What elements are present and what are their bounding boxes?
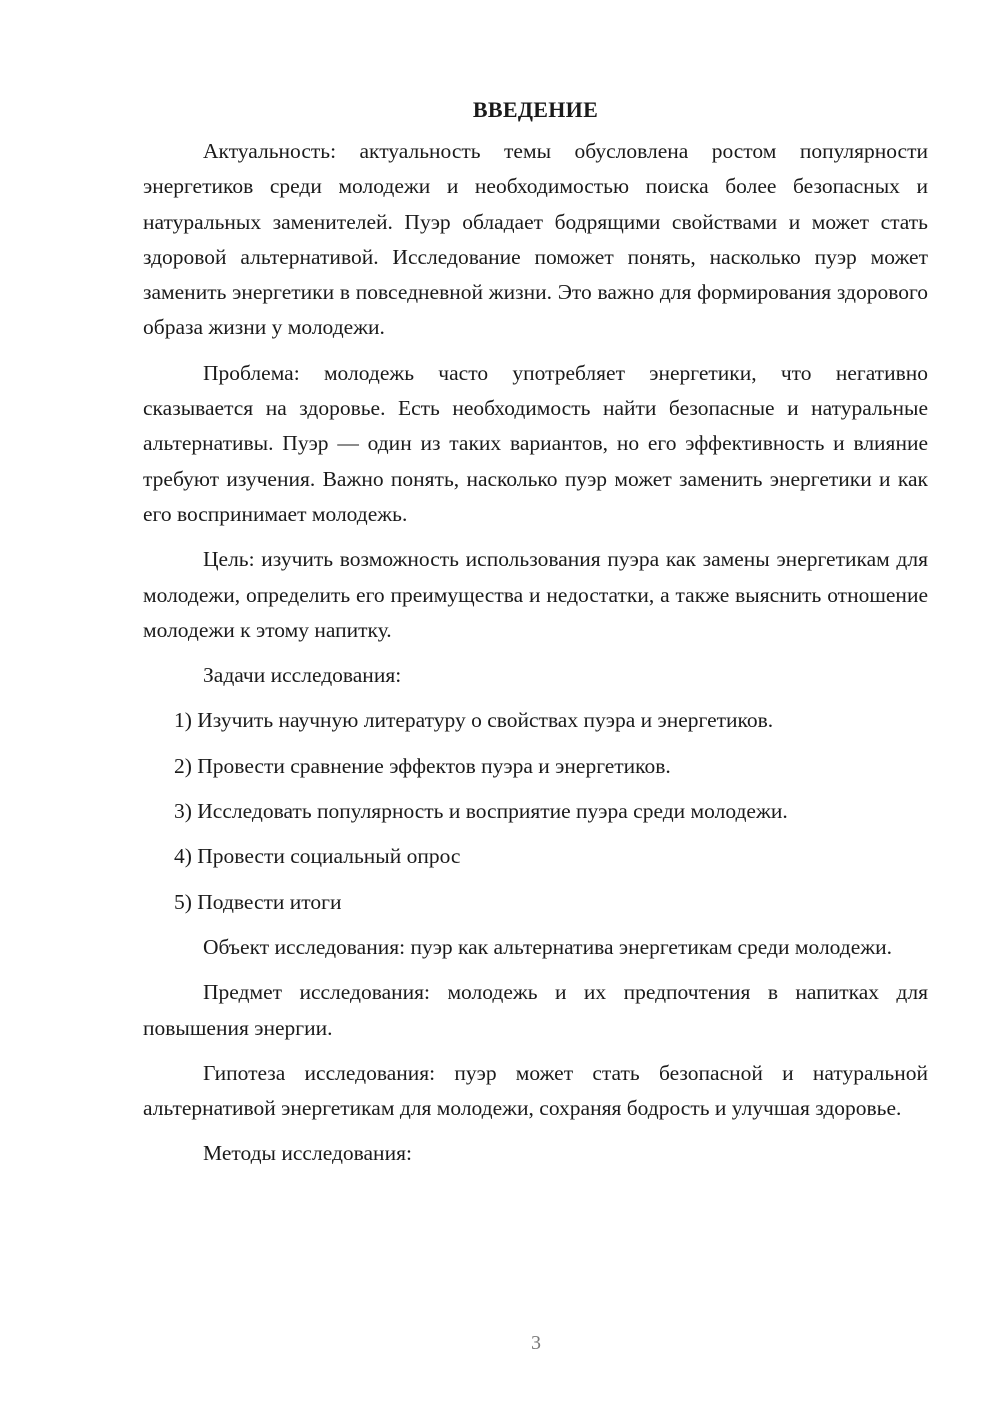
document-page [143,92,928,1182]
task-item-5: 5) Подвести итоги [174,889,342,914]
page-number: 3 [531,1332,541,1354]
subject-paragraph: Предмет исследования: молодежь и их предпочтения в напитках для повышения энергии. [143,980,928,1040]
page-title: ВВЕДЕНИЕ [472,97,599,122]
tasks-heading: Задачи исследования: [203,663,402,688]
methods-heading: Методы исследования: [203,1141,412,1166]
task-item-4: 4) Провести социальный опрос [174,844,461,869]
goal-paragraph: Цель: изучить возможность использования пуэра как замены энергетикам для молодежи, определить его преимущества и недостатки, а также выяснить отношение молодежи к этому напитку. [143,547,928,642]
task-item-2: 2) Провести сравнение эффектов пуэра и энергетиков. [174,753,671,778]
hypothesis-paragraph: Гипотеза исследования: пуэр может стать безопасной и натуральной альтернативой энергетикам для молодежи, сохраняя бодрость и улучшая здоровье. [143,1060,928,1121]
relevance-paragraph: Актуальность: актуальность темы обусловлена ростом популярности энергетиков среди молодежи и необходимостью поиска более безопасных и натуральных заменителей. Пуэр обладает бодрящими свойствами и может стать здоровой альтернативой. Исследование поможет понять, насколько пуэр может заменить энергетики в повседневной жизни. Это важно для формирования здорового образа жизни у молодежи. [143,139,928,340]
problem-paragraph: Проблема: молодежь часто употребляет энергетики, что негативно сказывается на здоровье. Есть необходимость найти безопасные и натуральные альтернативы. Пуэр — один из таких вариантов, но его эффективность и влияние требуют изучения. Важно понять, насколько пуэр может заменить энергетики и как его воспринимает молодежь. [143,360,928,526]
task-item-1: 1) Изучить научную литературу о свойствах пуэра и энергетиков. [174,708,774,733]
task-item-3: 3) Исследовать популярность и восприятие пуэра среди молодежи. [174,799,788,824]
object-paragraph: Объект исследования: пуэр как альтернатива энергетикам среди молодежи. [203,934,893,959]
